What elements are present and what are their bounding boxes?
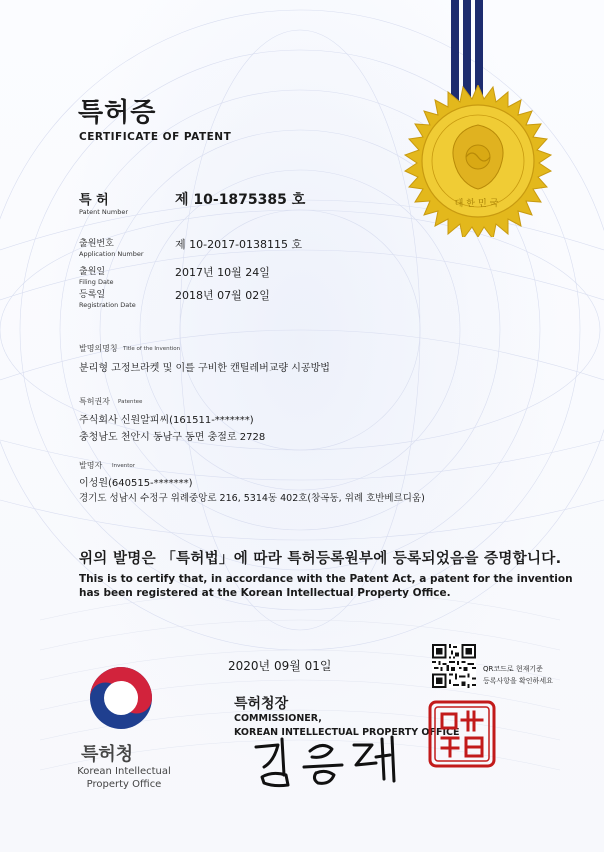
certification-statement-english-line2: has been registered at the Korean Intellectual Property Office.	[79, 587, 451, 599]
kipo-logo-icon	[88, 665, 154, 731]
qr-code[interactable]	[432, 644, 476, 688]
inventor-label: 발명자	[79, 461, 103, 470]
application-number-value: 제 10-2017-0138115 호	[175, 238, 303, 251]
patentee-address: 충청남도 천안시 동남구 동면 충절로 2728	[79, 432, 266, 443]
invention-title-value: 분리형 고정브라켓 및 이를 구비한 캔틸레버교량 시공방법	[79, 363, 330, 374]
commissioner-title-english-line1: COMMISSIONER,	[234, 713, 322, 724]
qr-note-line1: QR코드로 현재기준	[483, 665, 543, 673]
invention-title-label-english: Title of the Invention	[123, 346, 181, 352]
certification-statement-english-line1: This is to certify that, in accordance with the Patent Act, a patent for the invention	[79, 573, 573, 585]
organization-name-english-line1: Korean Intellectual	[77, 766, 171, 777]
qr-note-line2: 등록사항을 확인하세요	[483, 677, 553, 685]
patent-number-label-english: Patent Number	[79, 208, 129, 216]
application-number-label: 출원번호	[79, 239, 114, 249]
commissioner-title-english-line2: KOREAN INTELLECTUAL PROPERTY OFFICE	[234, 727, 460, 738]
issue-date: 2020년 09월 01일	[228, 659, 332, 673]
organization-name-english-line2: Property Office	[86, 779, 162, 790]
patent-number-label: 특 허	[79, 193, 109, 208]
seal-text: 대한민국	[454, 199, 502, 209]
application-number-label-english: Application Number	[79, 250, 144, 258]
filing-date-label-english: Filing Date	[79, 278, 114, 286]
commissioner-title-korean: 특허청장	[234, 696, 289, 712]
filing-date-label: 출원일	[79, 267, 106, 277]
invention-title-label: 발명의명칭	[79, 344, 118, 353]
filing-date-value: 2017년 10월 24일	[175, 266, 270, 279]
commissioner-signature	[252, 735, 402, 789]
patent-number-value: 제 10-1875385 호	[175, 192, 306, 208]
official-seal-stamp	[428, 700, 496, 768]
patentee-name: 주식회사 신원알피씨(161511-*******)	[79, 415, 254, 426]
registration-date-label: 등록일	[79, 290, 106, 300]
inventor-name: 이성원(640515-*******)	[79, 478, 193, 489]
certification-statement-korean: 위의 발명은 「특허법」에 따라 특허등록원부에 등록되었음을 증명합니다.	[79, 551, 562, 567]
inventor-label-english: Inventor	[112, 463, 136, 469]
inventor-address: 경기도 성남시 수정구 위례중앙로 216, 5314동 402호(창곡동, 위례 호반베르디움)	[79, 493, 425, 504]
patentee-label-english: Patentee	[118, 399, 143, 405]
organization-name-korean: 특허청	[81, 744, 134, 765]
gold-seal	[402, 85, 554, 237]
patentee-label: 특허권자	[79, 397, 110, 406]
registration-date-label-english: Registration Date	[79, 301, 136, 309]
certificate-title-english: CERTIFICATE OF PATENT	[79, 131, 232, 143]
certificate-title: 특허증	[78, 98, 157, 128]
registration-date-value: 2018년 07월 02일	[175, 289, 270, 302]
